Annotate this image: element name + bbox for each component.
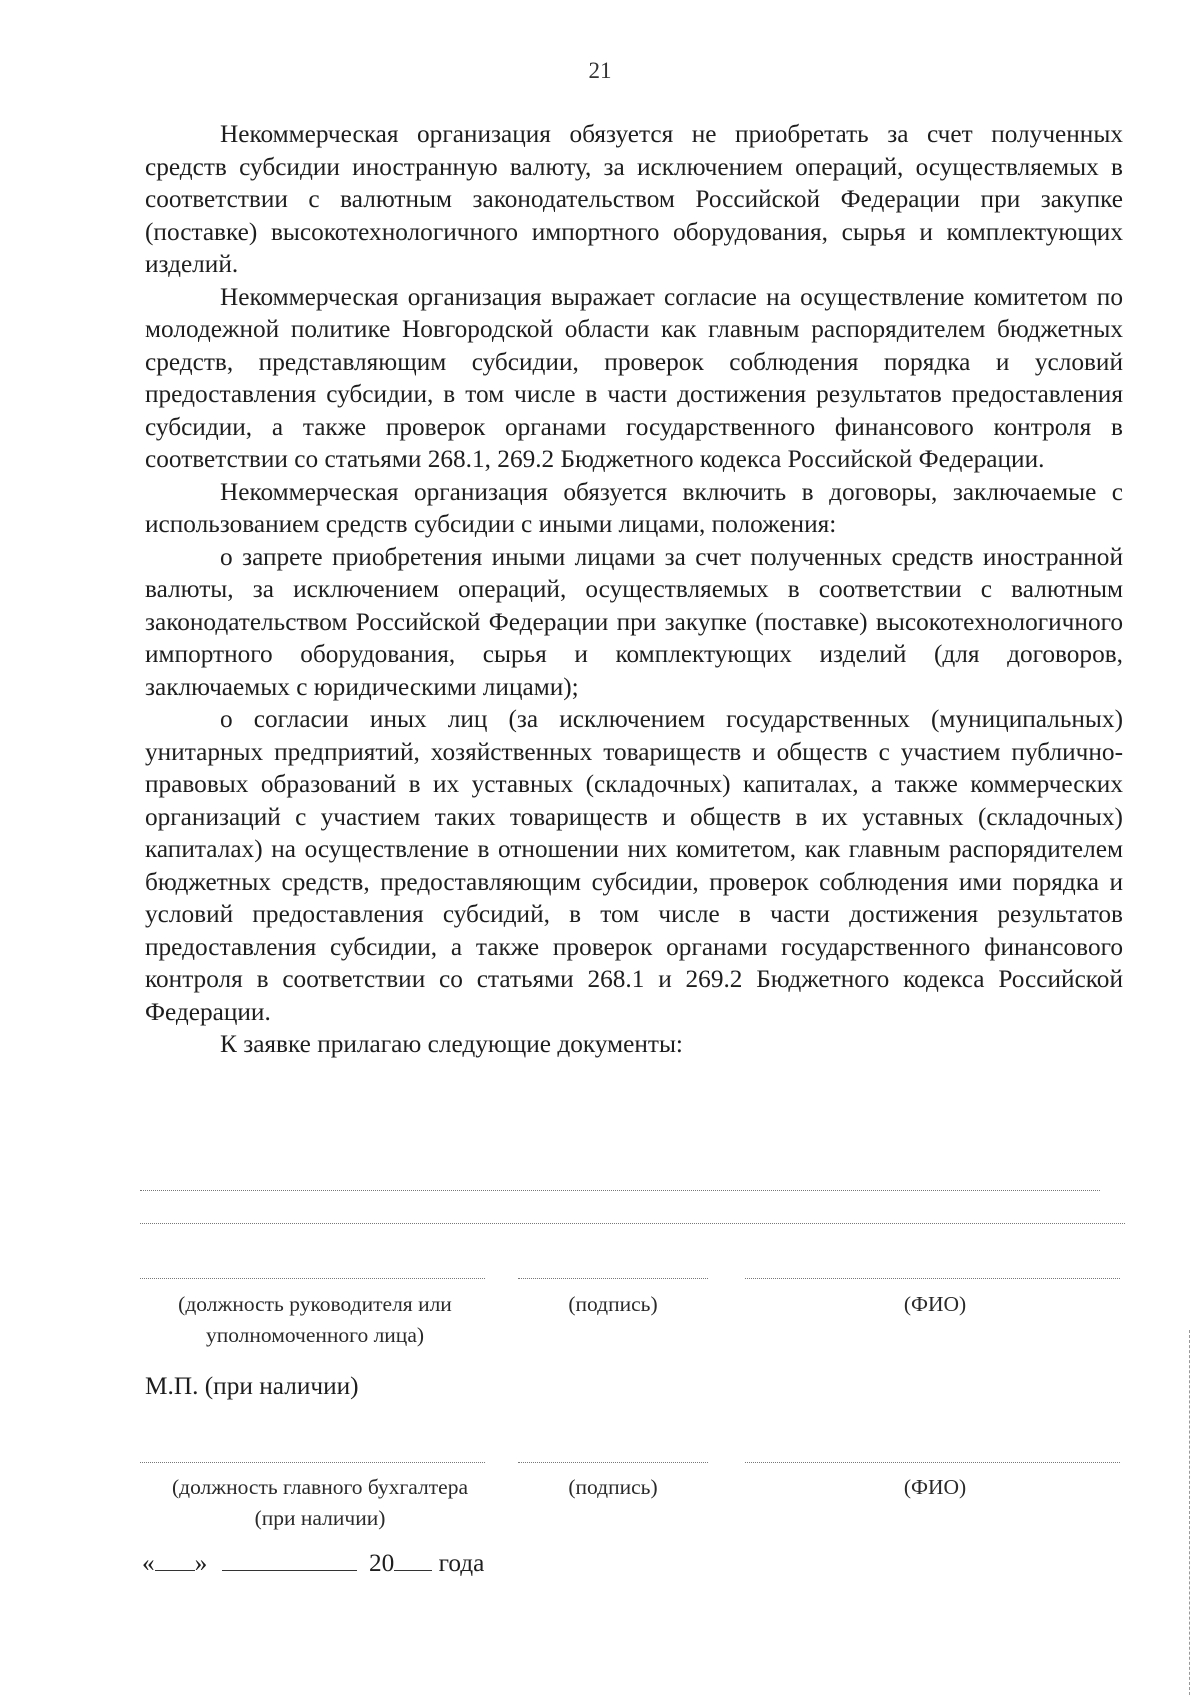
paragraph-third-party-consent: о согласии иных лиц (за исключением государственных (муниципальных) унитарных предприятий, хозяйственных товариществ и обществ с участием публично-правовых образований в их уставных (складочных) капиталах, а также коммерческих организаций с участием таких товариществ и обществ в их уставных (складочных) капиталах) на осуществление в отношении них комитетом, как главным распорядителем бюджетных средств, предоставляющим субсидии, проверок соблюдения ими порядка и условий предоставления субсидий, в том числе в части достижения результатов предоставления субсидии, а также проверок органами государственного финансового контроля в соответствии со статьями 268.1 и 269.2 Бюджетного кодекса Российской Федерации. <box>145 705 1123 1026</box>
accountant-signature-label: (подпись) <box>568 1475 658 1499</box>
date-close-quote: » <box>194 1549 208 1577</box>
head-position-line <box>140 1278 485 1279</box>
year-suffix: года <box>438 1549 485 1577</box>
date-line <box>142 1548 484 1578</box>
head-name-line <box>745 1278 1120 1279</box>
date-open-quote: « <box>142 1549 155 1577</box>
year-prefix: 20 <box>368 1549 395 1577</box>
year-blank <box>394 1548 432 1571</box>
head-position-label: (должность руководителя или уполномоченного лица) <box>178 1292 452 1347</box>
accountant-position-label: (должность главного бухгалтера (при наличии) <box>171 1475 468 1530</box>
paragraph-contract-provisions: Некоммерческая организация обязуется включить в договоры, заключаемые с использованием средств субсидии с иными лицами, положения: <box>145 477 1123 538</box>
paragraph-inspection-consent: Некоммерческая организация выражает согласие на осуществление комитетом по молодежной политике Новгородской области как главным распорядителем бюджетных средств, представляющим субсидии, проверок соблюдения порядка и условий предоставления субсидии, в том числе в части достижения результатов предоставления субсидии, а также проверок органами государственного финансового контроля в соответствии со статьями 268.1, 269.2 Бюджетного кодекса Российской Федерации. <box>145 282 1123 473</box>
paragraph-attached-documents: К заявке прилагаю следующие документы: <box>220 1030 683 1058</box>
attachments-line-2 <box>140 1223 1125 1224</box>
accountant-position-line <box>140 1462 485 1463</box>
paragraph-currency-prohibition: о запрете приобретения иными лицами за счет полученных средств иностранной валюты, за исключением операций, осуществляемых в соответствии с валютным законодательством Российской Федерации при закупке (поставке) высокотехнологичного импортного оборудования, сырья и комплектующих изделий (для договоров, заключаемых с юридическими лицами); <box>145 542 1123 701</box>
paragraph-currency-obligation: Некоммерческая организация обязуется не приобретать за счет полученных средств субсидии иностранную валюту, за исключением операций, осуществляемых в соответствии с валютным законодательством Российской Федерации при закупке (поставке) высокотехнологичного импортного оборудования, сырья и комплектующих изделий. <box>145 120 1123 278</box>
head-signature-label: (подпись) <box>568 1292 658 1316</box>
month-blank <box>222 1548 357 1571</box>
head-signature-line <box>518 1278 708 1279</box>
accountant-name-line <box>745 1462 1120 1463</box>
attachments-line-1 <box>140 1190 1100 1191</box>
stamp-label: М.П. (при наличии) <box>145 1372 359 1400</box>
page-number: 21 <box>588 58 612 83</box>
accountant-signature-line <box>518 1462 708 1463</box>
head-name-label: (ФИО) <box>903 1292 967 1316</box>
scan-edge-mark <box>1189 1330 1190 1695</box>
accountant-name-label: (ФИО) <box>903 1475 967 1499</box>
document-body <box>145 118 1123 1061</box>
day-blank <box>155 1548 195 1571</box>
